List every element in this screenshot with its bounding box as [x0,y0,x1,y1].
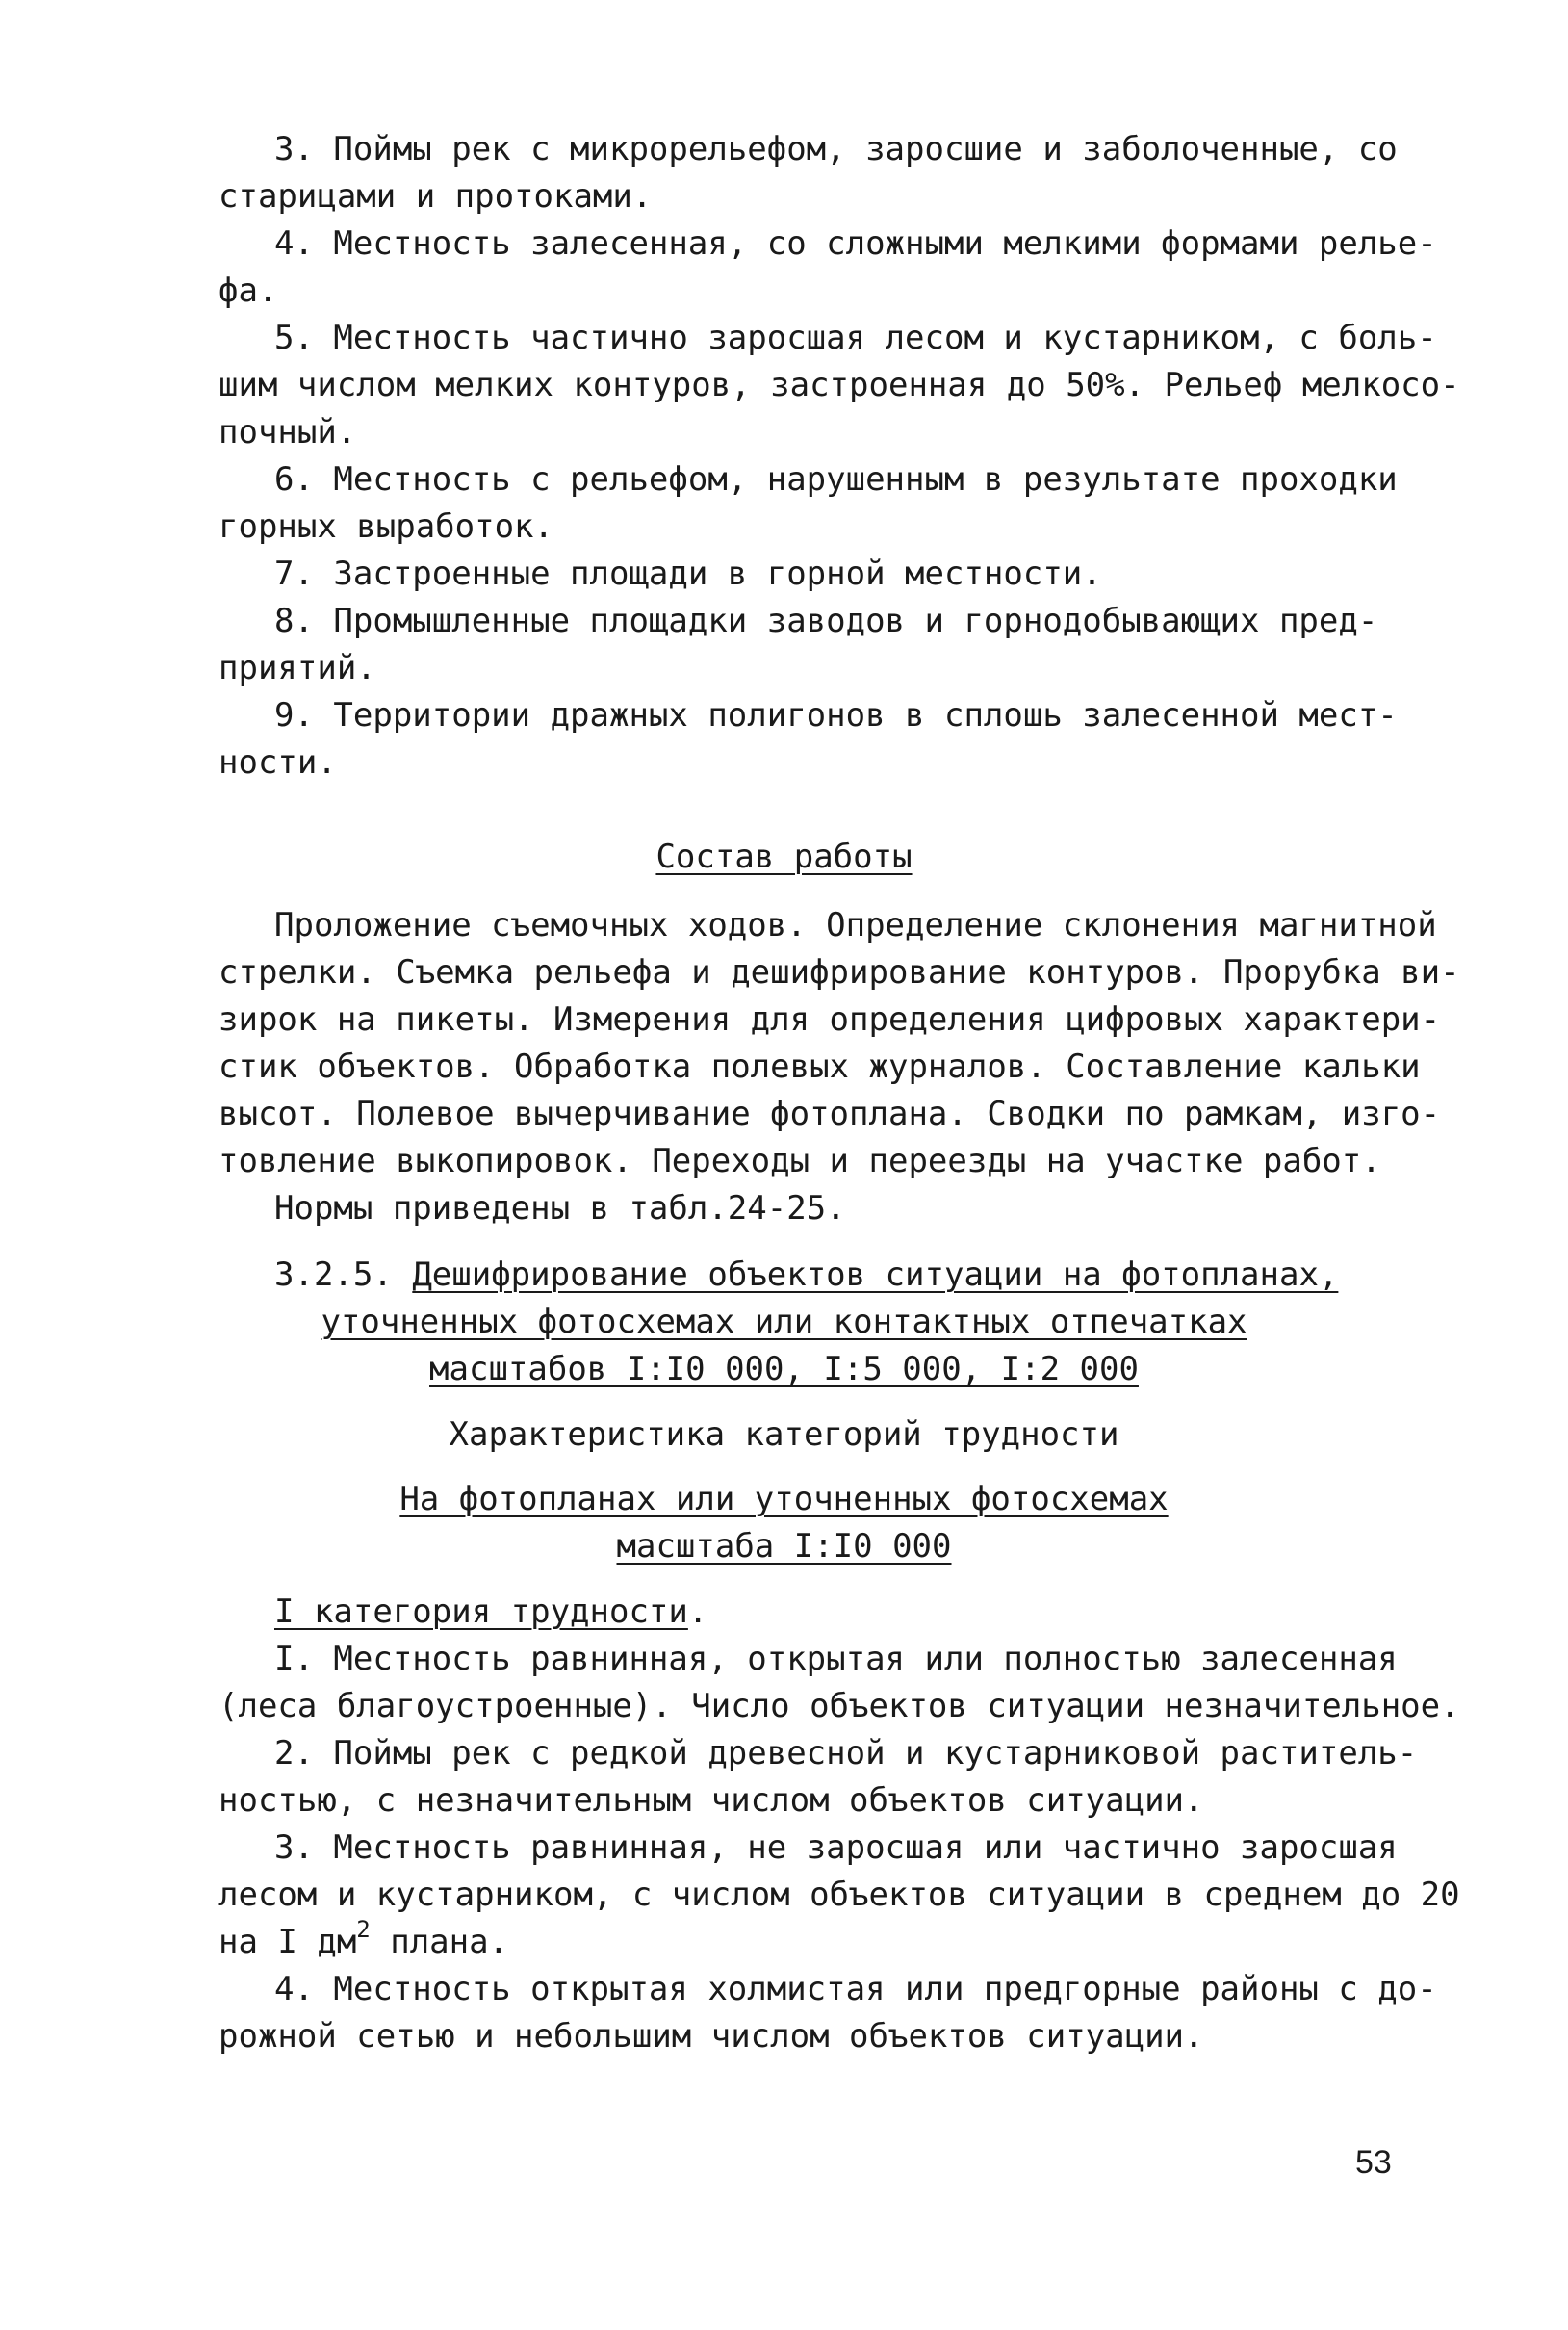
work-paragraph-line4: стик объектов. Обработка полевых журналов. Составление кальки [218,1048,1421,1086]
section-title-line1 [274,1252,1338,1298]
category1-heading-text: I категория трудности [274,1592,688,1631]
cat1-item2-line2: ностью, с незначительным числом объектов ситуации. [218,1781,1204,1820]
item4-line1: 4. Местность залесенная, со сложными мелкими формами релье- [274,224,1437,263]
item3-line2: старицами и протоками. [218,177,653,216]
cat1-item3-line1: 3. Местность равнинная, не заросшая или частично заросшая [274,1828,1398,1867]
cat1-item1-line1: I. Местность равнинная, открытая или полностью залесенная [274,1640,1398,1678]
page-number: 53 [1355,2144,1392,2181]
work-paragraph-line6: товление выкопировок. Переходы и переезды на участке работ. [218,1142,1381,1180]
category1-heading-tail: . [687,1592,708,1631]
section-title-text1: Дешифрирование объектов ситуации на фотопланах, [412,1256,1339,1294]
work-paragraph-line5: высот. Полевое вычерчивание фотоплана. Сводки по рамкам, изго- [218,1095,1441,1133]
subheading-line1 [0,1476,1568,1522]
item7-line1: 7. Застроенные площади в горной местности. [274,555,1102,593]
section-title-line2 [0,1299,1568,1345]
item8-line1: 8. Промышленные площадки заводов и горнодобывающих пред- [274,602,1378,640]
superscript-two: 2 [356,1915,371,1943]
section-number: 3.2.5. [274,1256,393,1294]
subheading-text2: масштаба I:I0 000 [616,1527,952,1566]
work-paragraph-line3: зирок на пикеты. Измерения для определения цифровых характери- [218,1000,1441,1039]
item9-line2: ности. [218,743,337,782]
item6-line2: горных выработок. [218,507,553,546]
item6-line1: 6. Местность с рельефом, нарушенным в результате проходки [274,460,1398,499]
item5-line2: шим числом мелких контуров, застроенная до 50%. Рельеф мелкосо- [218,366,1460,404]
section-title-text3: масштабов I:I0 000, I:5 000, I:2 000 [429,1350,1139,1388]
category1-heading [274,1589,707,1635]
subheading-text1: На фотопланах или уточненных фотосхемах [399,1480,1169,1518]
cat1-item1-line2: (леса благоустроенные). Число объектов ситуации незначительное. [218,1687,1460,1725]
item4-line2: фа. [218,272,278,310]
item5-line3: почный. [218,413,357,452]
work-paragraph-line1: Проложение съемочных ходов. Определение склонения магнитной [274,906,1437,945]
section-title-line3 [0,1346,1568,1392]
item8-line2: приятий. [218,649,376,687]
cat1-item4-line2: рожной сетью и небольшим числом объектов ситуации. [218,2017,1204,2056]
cat1-item3-line3-a: на I дм [218,1923,357,1961]
item5-line1: 5. Местность частично заросшая лесом и кустарником, с боль- [274,319,1437,357]
work-heading [0,834,1568,880]
cat1-item3-line3-b: плана. [370,1923,509,1961]
cat1-item2-line1: 2. Поймы рек с редкой древесной и кустарниковой раститель- [274,1734,1418,1773]
subheading-line2 [0,1523,1568,1569]
item9-line1: 9. Территории дражных полигонов в сплошь залесенной мест- [274,696,1398,735]
norms-reference: Нормы приведены в табл.24-25. [274,1189,846,1228]
section-subtitle: Характеристика категорий трудности [449,1415,1119,1454]
item3-line1: 3. Поймы рек с микрорельефом, заросшие и заболоченные, со [274,130,1398,168]
cat1-item3-line3 [218,1915,509,1965]
cat1-item3-line2: лесом и кустарником, с числом объектов ситуации в среднем до 20 [218,1876,1460,1914]
section-title-text2: уточненных фотосхемах или контактных отпечатках [321,1303,1247,1341]
cat1-item4-line1: 4. Местность открытая холмистая или предгорные районы с до- [274,1970,1437,2008]
work-heading-text: Состав работы [655,838,913,876]
work-paragraph-line2: стрелки. Съемка рельефа и дешифрирование контуров. Прорубка ви- [218,953,1460,992]
